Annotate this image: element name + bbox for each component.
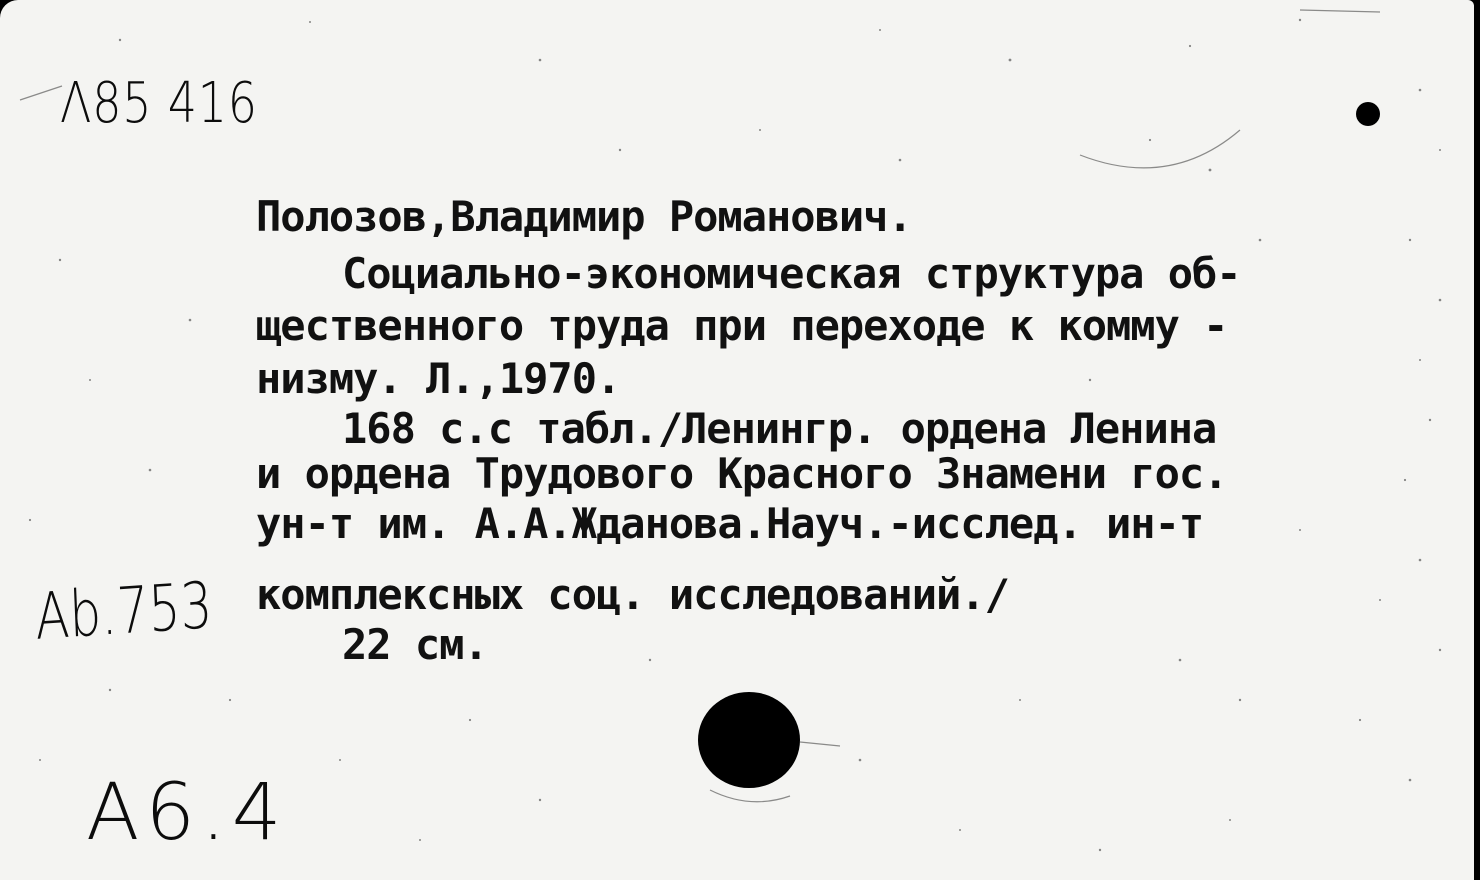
description-line-4: комплексных соц. исследований./ [256, 570, 1009, 619]
description-line-3: ун-т им. А.А.Жданова.Науч.-исслед. ин-т [256, 499, 1204, 548]
ink-dot [1356, 102, 1380, 126]
punch-hole [698, 692, 800, 788]
size-line: 22 см. [342, 620, 488, 669]
shelf-mark: A6.4 [86, 768, 288, 858]
call-number-mid: Ab.753 [33, 569, 214, 655]
scan-edge [1474, 0, 1480, 880]
description-line-2: и ордена Трудового Красного Знамени гос. [256, 449, 1228, 498]
author-line: Полозов,Владимир Романович. [256, 192, 912, 241]
title-line-2: щественного труда при переходе к комму - [256, 301, 1228, 350]
call-number-top: Λ85 416 [60, 71, 258, 136]
title-line-1: Социально-экономическая структура об- [342, 249, 1241, 298]
description-line-1: 168 с.с табл./Ленингр. ордена Ленина [342, 404, 1217, 453]
imprint-line: низму. Л.,1970. [256, 354, 621, 403]
